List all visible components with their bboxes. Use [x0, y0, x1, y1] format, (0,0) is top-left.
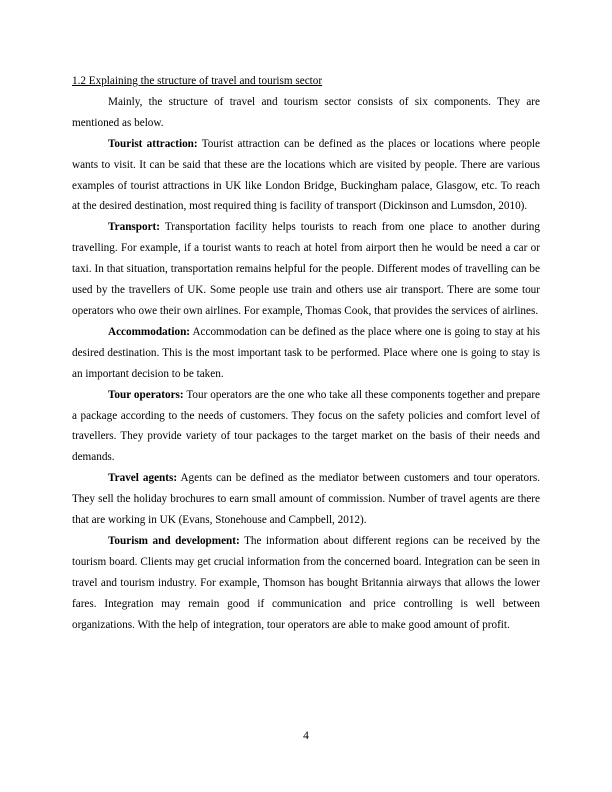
paragraph-tourism-development	[72, 531, 540, 636]
page-number: 4	[303, 730, 309, 742]
paragraph-transport	[72, 217, 540, 322]
paragraph-term: Travel agents:	[108, 472, 178, 485]
paragraph-tour-operators	[72, 385, 540, 469]
paragraph-text: The information about different regions can be received by the tourism board. Clients may get crucial information from the concerned board. Integration can be seen in travel and tourism industry. For example, Thomson has bought Britannia airways that allows the lower fares. Integration may remain good if communication and price controlling is well between organizations. With the help of integration, tour operators are able to make good amount of profit.	[72, 534, 540, 631]
paragraph-term: Transport:	[108, 221, 160, 234]
paragraph-accommodation	[72, 322, 540, 385]
paragraph-term: Tourist attraction:	[108, 137, 198, 150]
paragraph-text: Transportation facility helps tourists to reach from one place to another during travelling. For example, if a tourist wants to reach at hotel from airport then he would be need a car or taxi. In that situation, transportation remains helpful for the people. Different modes of travelling can be used by the travellers of UK. Some people use train and others use air transport. There are some tour operators who owe their own airlines. For example, Thomas Cook, that provides the services of airlines.	[72, 221, 540, 317]
paragraph-term: Accommodation:	[108, 325, 191, 338]
paragraph-travel-agents	[72, 468, 540, 531]
paragraph-term: Tour operators:	[108, 388, 184, 401]
paragraph-text: Accommodation can be defined as the place where one is going to stay at his desired destination. This is the most important task to be performed. Place where one is going to stay is an important decision to be taken.	[72, 325, 540, 380]
paragraph-text: Agents can be defined as the mediator between customers and tour operators. They sell the holiday brochures to earn small amount of commission. Number of travel agents are there that are working in UK (Evans, Stonehouse and Campbell, 2012).	[72, 472, 540, 527]
paragraph-term: Tourism and development:	[108, 534, 240, 547]
paragraph-text: Tourist attraction can be defined as the places or locations where people wants to visit. It can be said that these are the locations which are visited by people. There are various examples of tourist attractions in UK like London Bridge, Buckingham palace, Glasgow, etc. To reach at the desired destination, most required thing is facility of transport (Dickinson and Lumsdon, 2010).	[72, 137, 540, 213]
paragraph-tourist-attraction	[72, 134, 540, 218]
page-body	[72, 71, 540, 635]
section-heading: 1.2 Explaining the structure of travel and tourism sector	[72, 75, 323, 87]
intro-paragraph: Mainly, the structure of travel and tourism sector consists of six components. They are mentioned as below.	[72, 95, 540, 129]
paragraph-text: Tour operators are the one who take all these components together and prepare a package according to the needs of customers. They focus on the safety policies and comfort level of travellers. They provide variety of tour packages to the target market on the basis of their needs and demands.	[72, 388, 541, 464]
